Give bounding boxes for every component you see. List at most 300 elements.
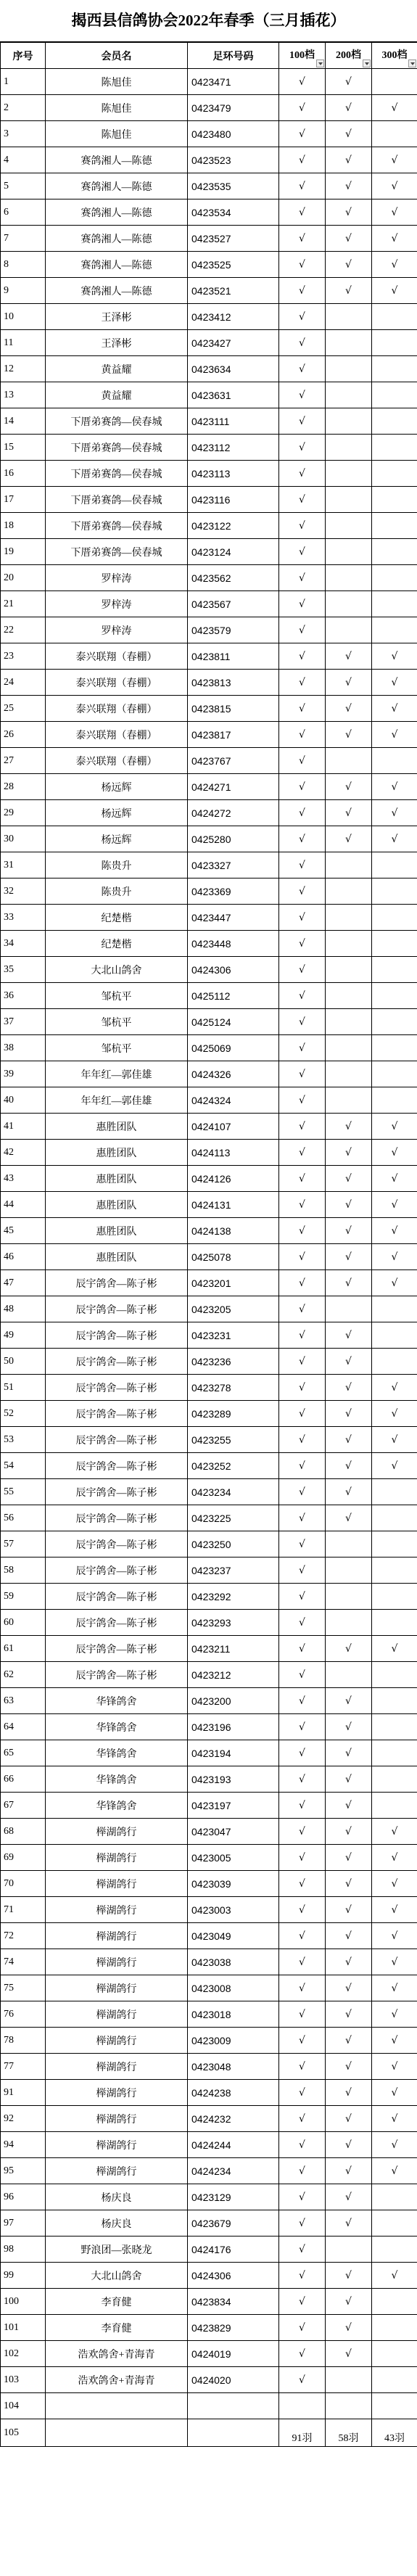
row-100-check[interactable]: √ <box>279 1375 326 1401</box>
row-100-check[interactable]: √ <box>279 2080 326 2106</box>
row-no[interactable]: 24 <box>1 670 46 696</box>
row-200-check[interactable]: √ <box>326 2106 372 2132</box>
row-no[interactable]: 47 <box>1 1270 46 1296</box>
row-200-check[interactable]: √ <box>326 1270 372 1296</box>
row-ring-number[interactable]: 0424138 <box>188 1218 279 1244</box>
row-200-check[interactable]: √ <box>326 173 372 199</box>
row-ring-number[interactable]: 0423038 <box>188 1949 279 1975</box>
row-ring-number[interactable]: 0423237 <box>188 1557 279 1584</box>
row-no[interactable]: 2 <box>1 95 46 121</box>
row-100-check[interactable]: √ <box>279 591 326 617</box>
row-200-check[interactable]: √ <box>326 69 372 95</box>
row-200-check[interactable]: √ <box>326 2315 372 2341</box>
row-300-check[interactable]: √ <box>372 2054 417 2080</box>
row-ring-number[interactable]: 0423579 <box>188 617 279 643</box>
row-no[interactable]: 29 <box>1 800 46 826</box>
row-300-check[interactable] <box>372 2315 417 2341</box>
row-200-check[interactable]: √ <box>326 226 372 252</box>
row-member-name[interactable]: 泰兴联翔（春棚） <box>46 748 188 774</box>
row-100-check[interactable]: √ <box>279 356 326 382</box>
row-300-check[interactable]: √ <box>372 800 417 826</box>
row-no[interactable]: 57 <box>1 1531 46 1557</box>
row-ring-number[interactable]: 0424326 <box>188 1061 279 1087</box>
row-ring-number[interactable]: 0423196 <box>188 1714 279 1740</box>
row-member-name[interactable]: 赛鸽湘人—陈德 <box>46 226 188 252</box>
row-200-check[interactable] <box>326 1531 372 1557</box>
row-300-check[interactable] <box>372 957 417 983</box>
row-300-check[interactable]: √ <box>372 1114 417 1140</box>
row-no[interactable]: 72 <box>1 1923 46 1949</box>
row-300-check[interactable] <box>372 2184 417 2210</box>
row-ring-number[interactable]: 0423327 <box>188 852 279 878</box>
row-100-check[interactable]: √ <box>279 1557 326 1584</box>
row-ring-number[interactable]: 0423567 <box>188 591 279 617</box>
row-100-check[interactable]: √ <box>279 1505 326 1531</box>
row-100-check[interactable]: √ <box>279 826 326 852</box>
row-member-name[interactable]: 王泽彬 <box>46 304 188 330</box>
row-100-check[interactable]: √ <box>279 1975 326 2001</box>
row-ring-number[interactable]: 0423234 <box>188 1479 279 1505</box>
row-200-check[interactable] <box>326 2393 372 2419</box>
row-no[interactable]: 59 <box>1 1584 46 1610</box>
row-member-name[interactable]: 陈旭佳 <box>46 69 188 95</box>
row-no[interactable]: 45 <box>1 1218 46 1244</box>
row-200-check[interactable]: √ <box>326 1349 372 1375</box>
row-300-check[interactable] <box>372 1584 417 1610</box>
row-ring-number[interactable]: 0423834 <box>188 2289 279 2315</box>
row-no[interactable]: 96 <box>1 2184 46 2210</box>
row-200-check[interactable] <box>326 983 372 1009</box>
row-ring-number[interactable]: 0423815 <box>188 696 279 722</box>
row-200-check[interactable] <box>326 1584 372 1610</box>
row-100-check[interactable]: √ <box>279 1793 326 1819</box>
row-no[interactable]: 10 <box>1 304 46 330</box>
row-300-check[interactable]: √ <box>372 826 417 852</box>
row-300-check[interactable]: √ <box>372 1949 417 1975</box>
row-member-name[interactable]: 邹杭平 <box>46 1035 188 1061</box>
row-200-check[interactable]: √ <box>326 800 372 826</box>
row-300-check[interactable]: √ <box>372 1427 417 1453</box>
row-300-check[interactable] <box>372 1766 417 1793</box>
row-100-check[interactable] <box>279 2393 326 2419</box>
row-200-check[interactable] <box>326 1662 372 1688</box>
row-ring-number[interactable]: 0423225 <box>188 1505 279 1531</box>
row-member-name[interactable]: 大北山鸽舍 <box>46 2263 188 2289</box>
row-member-name[interactable] <box>46 2393 188 2419</box>
row-100-check[interactable]: √ <box>279 1218 326 1244</box>
row-100-check[interactable]: √ <box>279 1087 326 1114</box>
row-no[interactable]: 7 <box>1 226 46 252</box>
row-100-check[interactable]: √ <box>279 2236 326 2263</box>
row-ring-number[interactable]: 0423631 <box>188 382 279 408</box>
row-no[interactable]: 91 <box>1 2080 46 2106</box>
row-300-check[interactable]: √ <box>372 2080 417 2106</box>
row-200-check[interactable] <box>326 931 372 957</box>
row-200-check[interactable]: √ <box>326 826 372 852</box>
row-ring-number[interactable]: 0423427 <box>188 330 279 356</box>
row-no[interactable]: 33 <box>1 905 46 931</box>
row-member-name[interactable]: 下厝弟赛鸽—侯春城 <box>46 435 188 461</box>
row-300-check[interactable]: √ <box>372 1845 417 1871</box>
row-no[interactable]: 97 <box>1 2210 46 2236</box>
row-member-name[interactable]: 辰宇鸽舍—陈子彬 <box>46 1296 188 1322</box>
row-200-check[interactable]: √ <box>326 670 372 696</box>
row-300-check[interactable] <box>372 2289 417 2315</box>
row-100-check[interactable]: √ <box>279 2132 326 2158</box>
row-100-check[interactable]: √ <box>279 2054 326 2080</box>
row-member-name[interactable]: 赛鸽湘人—陈德 <box>46 252 188 278</box>
row-300-check[interactable] <box>372 1662 417 1688</box>
row-member-name[interactable]: 泰兴联翔（春棚） <box>46 643 188 670</box>
row-member-name[interactable]: 惠胜团队 <box>46 1218 188 1244</box>
row-300-check[interactable]: √ <box>372 1453 417 1479</box>
row-ring-number[interactable]: 0423292 <box>188 1584 279 1610</box>
row-200-check[interactable]: √ <box>326 1688 372 1714</box>
row-200-check[interactable]: √ <box>326 1140 372 1166</box>
row-member-name[interactable]: 浩欢鸽舍+青海青 <box>46 2367 188 2393</box>
row-200-check[interactable] <box>326 591 372 617</box>
row-member-name[interactable]: 榉湖鸽行 <box>46 1923 188 1949</box>
row-ring-number[interactable]: 0423049 <box>188 1923 279 1949</box>
row-300-check[interactable] <box>372 1714 417 1740</box>
row-100-check[interactable]: √ <box>279 931 326 957</box>
row-member-name[interactable]: 李育健 <box>46 2315 188 2341</box>
row-200-check[interactable]: √ <box>326 696 372 722</box>
row-ring-number[interactable] <box>188 2393 279 2419</box>
row-no[interactable]: 78 <box>1 2028 46 2054</box>
row-ring-number[interactable]: 0423005 <box>188 1845 279 1871</box>
row-member-name[interactable]: 榉湖鸽行 <box>46 2158 188 2184</box>
row-member-name[interactable]: 杨远辉 <box>46 826 188 852</box>
row-300-check[interactable] <box>372 931 417 957</box>
row-300-check[interactable] <box>372 382 417 408</box>
row-200-check[interactable]: √ <box>326 278 372 304</box>
row-no[interactable]: 48 <box>1 1296 46 1322</box>
row-no[interactable]: 100 <box>1 2289 46 2315</box>
row-200-check[interactable]: √ <box>326 2080 372 2106</box>
row-200-check[interactable]: √ <box>326 2132 372 2158</box>
row-no[interactable]: 27 <box>1 748 46 774</box>
row-200-check[interactable]: √ <box>326 2263 372 2289</box>
row-100-check[interactable]: √ <box>279 957 326 983</box>
row-member-name[interactable]: 惠胜团队 <box>46 1192 188 1218</box>
row-member-name[interactable]: 辰宇鸽舍—陈子彬 <box>46 1584 188 1610</box>
row-300-check[interactable] <box>372 1557 417 1584</box>
row-member-name[interactable]: 赛鸽湘人—陈德 <box>46 278 188 304</box>
row-ring-number[interactable]: 0423447 <box>188 905 279 931</box>
row-100-check[interactable]: √ <box>279 748 326 774</box>
row-no[interactable]: 11 <box>1 330 46 356</box>
row-no[interactable]: 71 <box>1 1897 46 1923</box>
row-no[interactable]: 53 <box>1 1427 46 1453</box>
row-200-check[interactable]: √ <box>326 147 372 173</box>
row-100-check[interactable]: √ <box>279 121 326 147</box>
row-100-check[interactable]: √ <box>279 252 326 278</box>
row-100-check[interactable]: √ <box>279 2341 326 2367</box>
row-100-check[interactable]: √ <box>279 2367 326 2393</box>
row-no[interactable]: 1 <box>1 69 46 95</box>
row-100-check[interactable]: √ <box>279 1766 326 1793</box>
row-member-name[interactable]: 榉湖鸽行 <box>46 2054 188 2080</box>
row-ring-number[interactable]: 0423008 <box>188 1975 279 2001</box>
row-no[interactable]: 5 <box>1 173 46 199</box>
row-member-name[interactable]: 李育健 <box>46 2289 188 2315</box>
row-no[interactable]: 101 <box>1 2315 46 2341</box>
row-member-name[interactable]: 惠胜团队 <box>46 1114 188 1140</box>
row-ring-number[interactable]: 0423817 <box>188 722 279 748</box>
row-200-check[interactable] <box>326 617 372 643</box>
row-member-name[interactable]: 辰宇鸽舍—陈子彬 <box>46 1531 188 1557</box>
row-ring-number[interactable]: 0423255 <box>188 1427 279 1453</box>
row-no[interactable]: 99 <box>1 2263 46 2289</box>
row-ring-number[interactable]: 0424126 <box>188 1166 279 1192</box>
row-ring-number[interactable]: 0423194 <box>188 1740 279 1766</box>
row-100-check[interactable]: √ <box>279 983 326 1009</box>
row-200-check[interactable]: √ <box>326 2028 372 2054</box>
row-member-name[interactable]: 辰宇鸽舍—陈子彬 <box>46 1401 188 1427</box>
row-100-check[interactable]: √ <box>279 2028 326 2054</box>
row-ring-number[interactable]: 0424019 <box>188 2341 279 2367</box>
row-300-check[interactable] <box>372 1688 417 1714</box>
row-member-name[interactable]: 年年红—郭佳雄 <box>46 1087 188 1114</box>
row-no[interactable]: 62 <box>1 1662 46 1688</box>
row-200-check[interactable]: √ <box>326 1427 372 1453</box>
row-100-check[interactable]: √ <box>279 800 326 826</box>
row-300-check[interactable] <box>372 435 417 461</box>
row-300-check[interactable] <box>372 2210 417 2236</box>
row-member-name[interactable]: 赛鸽湘人—陈德 <box>46 199 188 226</box>
row-300-check[interactable]: √ <box>372 722 417 748</box>
row-ring-number[interactable]: 0423369 <box>188 878 279 905</box>
row-member-name[interactable]: 罗梓涛 <box>46 565 188 591</box>
row-no[interactable]: 61 <box>1 1636 46 1662</box>
row-member-name[interactable]: 惠胜团队 <box>46 1166 188 1192</box>
row-100-check[interactable]: √ <box>279 1845 326 1871</box>
row-100-check[interactable]: √ <box>279 1610 326 1636</box>
row-ring-number[interactable]: 0423039 <box>188 1871 279 1897</box>
row-member-name[interactable]: 浩欢鸽舍+青海青 <box>46 2341 188 2367</box>
row-ring-number[interactable]: 0423197 <box>188 1793 279 1819</box>
row-300-check[interactable] <box>372 1505 417 1531</box>
row-member-name[interactable]: 下厝弟赛鸽—侯春城 <box>46 461 188 487</box>
row-100-check[interactable]: √ <box>279 304 326 330</box>
row-member-name[interactable]: 华锋鸽舍 <box>46 1740 188 1766</box>
row-no[interactable]: 42 <box>1 1140 46 1166</box>
row-300-check[interactable]: √ <box>372 252 417 278</box>
row-200-check[interactable]: √ <box>326 1897 372 1923</box>
row-200-check[interactable] <box>326 461 372 487</box>
row-no[interactable]: 25 <box>1 696 46 722</box>
row-300-check[interactable] <box>372 983 417 1009</box>
row-100-check[interactable]: √ <box>279 565 326 591</box>
row-300-check[interactable] <box>372 878 417 905</box>
row-100-check[interactable]: √ <box>279 147 326 173</box>
row-300-check[interactable]: √ <box>372 199 417 226</box>
row-100-check[interactable]: √ <box>279 2263 326 2289</box>
row-no[interactable]: 60 <box>1 1610 46 1636</box>
row-200-check[interactable]: √ <box>326 199 372 226</box>
row-ring-number[interactable]: 0423124 <box>188 539 279 565</box>
row-member-name[interactable]: 榉湖鸽行 <box>46 1897 188 1923</box>
row-300-check[interactable] <box>372 2236 417 2263</box>
row-no[interactable]: 51 <box>1 1375 46 1401</box>
row-300-check[interactable] <box>372 1296 417 1322</box>
row-100-check[interactable]: √ <box>279 1662 326 1688</box>
row-100-check[interactable]: √ <box>279 2289 326 2315</box>
row-member-name[interactable]: 下厝弟赛鸽—侯春城 <box>46 513 188 539</box>
row-300-check[interactable]: √ <box>372 1871 417 1897</box>
row-200-check[interactable]: √ <box>326 1923 372 1949</box>
row-no[interactable]: 21 <box>1 591 46 617</box>
row-no[interactable]: 17 <box>1 487 46 513</box>
row-ring-number[interactable]: 0424272 <box>188 800 279 826</box>
row-ring-number[interactable]: 0423212 <box>188 1662 279 1688</box>
row-300-check[interactable]: √ <box>372 1819 417 1845</box>
row-300-check[interactable]: √ <box>372 1897 417 1923</box>
row-member-name[interactable]: 榉湖鸽行 <box>46 1949 188 1975</box>
row-no[interactable]: 63 <box>1 1688 46 1714</box>
row-300-check[interactable]: √ <box>372 1375 417 1401</box>
row-member-name[interactable]: 杨庆良 <box>46 2210 188 2236</box>
row-member-name[interactable]: 榉湖鸽行 <box>46 2080 188 2106</box>
row-no[interactable]: 16 <box>1 461 46 487</box>
row-no[interactable]: 104 <box>1 2393 46 2419</box>
row-member-name[interactable]: 榉湖鸽行 <box>46 1871 188 1897</box>
row-member-name[interactable]: 年年红—郭佳雄 <box>46 1061 188 1087</box>
row-300-check[interactable] <box>372 1009 417 1035</box>
row-200-check[interactable] <box>326 1557 372 1584</box>
row-no[interactable]: 3 <box>1 121 46 147</box>
row-member-name[interactable]: 辰宇鸽舍—陈子彬 <box>46 1349 188 1375</box>
row-no[interactable]: 40 <box>1 1087 46 1114</box>
row-ring-number[interactable]: 0423201 <box>188 1270 279 1296</box>
row-no[interactable]: 95 <box>1 2158 46 2184</box>
row-ring-number[interactable]: 0423048 <box>188 2054 279 2080</box>
row-no[interactable]: 55 <box>1 1479 46 1505</box>
row-100-check[interactable]: √ <box>279 1714 326 1740</box>
row-300-check[interactable] <box>372 748 417 774</box>
row-ring-number[interactable]: 0425112 <box>188 983 279 1009</box>
row-no[interactable]: 65 <box>1 1740 46 1766</box>
row-member-name[interactable]: 榉湖鸽行 <box>46 1845 188 1871</box>
row-no[interactable]: 22 <box>1 617 46 643</box>
row-member-name[interactable]: 辰宇鸽舍—陈子彬 <box>46 1636 188 1662</box>
row-100-check[interactable]: √ <box>279 1584 326 1610</box>
row-300-check[interactable] <box>372 1610 417 1636</box>
row-200-check[interactable] <box>326 435 372 461</box>
row-ring-number[interactable]: 0423112 <box>188 435 279 461</box>
row-200-check[interactable]: √ <box>326 252 372 278</box>
row-300-check[interactable]: √ <box>372 226 417 252</box>
row-200-check[interactable]: √ <box>326 1114 372 1140</box>
row-300-check[interactable] <box>372 591 417 617</box>
row-ring-number[interactable]: 0423527 <box>188 226 279 252</box>
row-member-name[interactable]: 纪楚楷 <box>46 905 188 931</box>
row-200-check[interactable]: √ <box>326 2289 372 2315</box>
row-member-name[interactable]: 杨远辉 <box>46 774 188 800</box>
row-200-check[interactable]: √ <box>326 1793 372 1819</box>
row-100-check[interactable]: √ <box>279 226 326 252</box>
row-200-check[interactable]: √ <box>326 1871 372 1897</box>
row-100-check[interactable]: √ <box>279 1140 326 1166</box>
row-300-check[interactable] <box>372 852 417 878</box>
row-100-check[interactable]: √ <box>279 852 326 878</box>
row-member-name[interactable]: 纪楚楷 <box>46 931 188 957</box>
row-member-name[interactable]: 黄益耀 <box>46 356 188 382</box>
row-ring-number[interactable]: 0423003 <box>188 1897 279 1923</box>
row-100-check[interactable]: √ <box>279 1244 326 1270</box>
row-no[interactable]: 35 <box>1 957 46 983</box>
row-200-check[interactable]: √ <box>326 1636 372 1662</box>
row-100-check[interactable]: √ <box>279 1270 326 1296</box>
row-100-check[interactable]: √ <box>279 1296 326 1322</box>
row-no[interactable]: 46 <box>1 1244 46 1270</box>
row-member-name[interactable]: 陈旭佳 <box>46 121 188 147</box>
filter-dropdown-icon[interactable] <box>363 59 371 67</box>
row-ring-number[interactable]: 0423009 <box>188 2028 279 2054</box>
row-100-check[interactable]: √ <box>279 1192 326 1218</box>
row-100-check[interactable]: √ <box>279 1636 326 1662</box>
row-300-check[interactable]: √ <box>372 1218 417 1244</box>
row-100-check[interactable]: √ <box>279 722 326 748</box>
row-300-check[interactable] <box>372 1479 417 1505</box>
row-ring-number[interactable]: 0424271 <box>188 774 279 800</box>
row-no[interactable]: 30 <box>1 826 46 852</box>
row-300-check[interactable] <box>372 1531 417 1557</box>
row-ring-number[interactable]: 0424324 <box>188 1087 279 1114</box>
row-200-check[interactable]: √ <box>326 1845 372 1871</box>
row-300-check[interactable] <box>372 513 417 539</box>
row-200-check[interactable]: √ <box>326 1218 372 1244</box>
row-300-check[interactable] <box>372 2393 417 2419</box>
row-200-check[interactable]: √ <box>326 1479 372 1505</box>
row-member-name[interactable]: 辰宇鸽舍—陈子彬 <box>46 1610 188 1636</box>
row-300-check[interactable] <box>372 121 417 147</box>
row-ring-number[interactable]: 0423200 <box>188 1688 279 1714</box>
row-ring-number[interactable]: 0423535 <box>188 173 279 199</box>
row-member-name[interactable]: 下厝弟赛鸽—侯春城 <box>46 539 188 565</box>
row-ring-number[interactable]: 0424131 <box>188 1192 279 1218</box>
row-member-name[interactable]: 榉湖鸽行 <box>46 2132 188 2158</box>
row-100-check[interactable]: √ <box>279 670 326 696</box>
row-no[interactable]: 39 <box>1 1061 46 1087</box>
row-200-check[interactable]: √ <box>326 2341 372 2367</box>
row-100-check[interactable]: √ <box>279 696 326 722</box>
row-ring-number[interactable]: 0423111 <box>188 408 279 435</box>
row-member-name[interactable]: 榉湖鸽行 <box>46 2001 188 2028</box>
row-300-check[interactable] <box>372 304 417 330</box>
row-200-check[interactable]: √ <box>326 1401 372 1427</box>
row-200-check[interactable] <box>326 565 372 591</box>
row-no[interactable]: 41 <box>1 1114 46 1140</box>
row-300-check[interactable] <box>372 1322 417 1349</box>
row-ring-number[interactable]: 0423236 <box>188 1349 279 1375</box>
row-200-check[interactable] <box>326 1296 372 1322</box>
row-member-name[interactable]: 辰宇鸽舍—陈子彬 <box>46 1427 188 1453</box>
row-200-check[interactable]: √ <box>326 1166 372 1192</box>
row-200-check[interactable] <box>326 539 372 565</box>
row-ring-number[interactable]: 0424238 <box>188 2080 279 2106</box>
row-no[interactable]: 34 <box>1 931 46 957</box>
row-no[interactable]: 98 <box>1 2236 46 2263</box>
row-100-check[interactable]: √ <box>279 513 326 539</box>
row-member-name[interactable]: 陈贵升 <box>46 878 188 905</box>
row-200-check[interactable] <box>326 2236 372 2263</box>
row-200-check[interactable] <box>326 1610 372 1636</box>
row-100-check[interactable]: √ <box>279 2184 326 2210</box>
row-300-check[interactable]: √ <box>372 1270 417 1296</box>
row-100-check[interactable]: √ <box>279 1479 326 1505</box>
